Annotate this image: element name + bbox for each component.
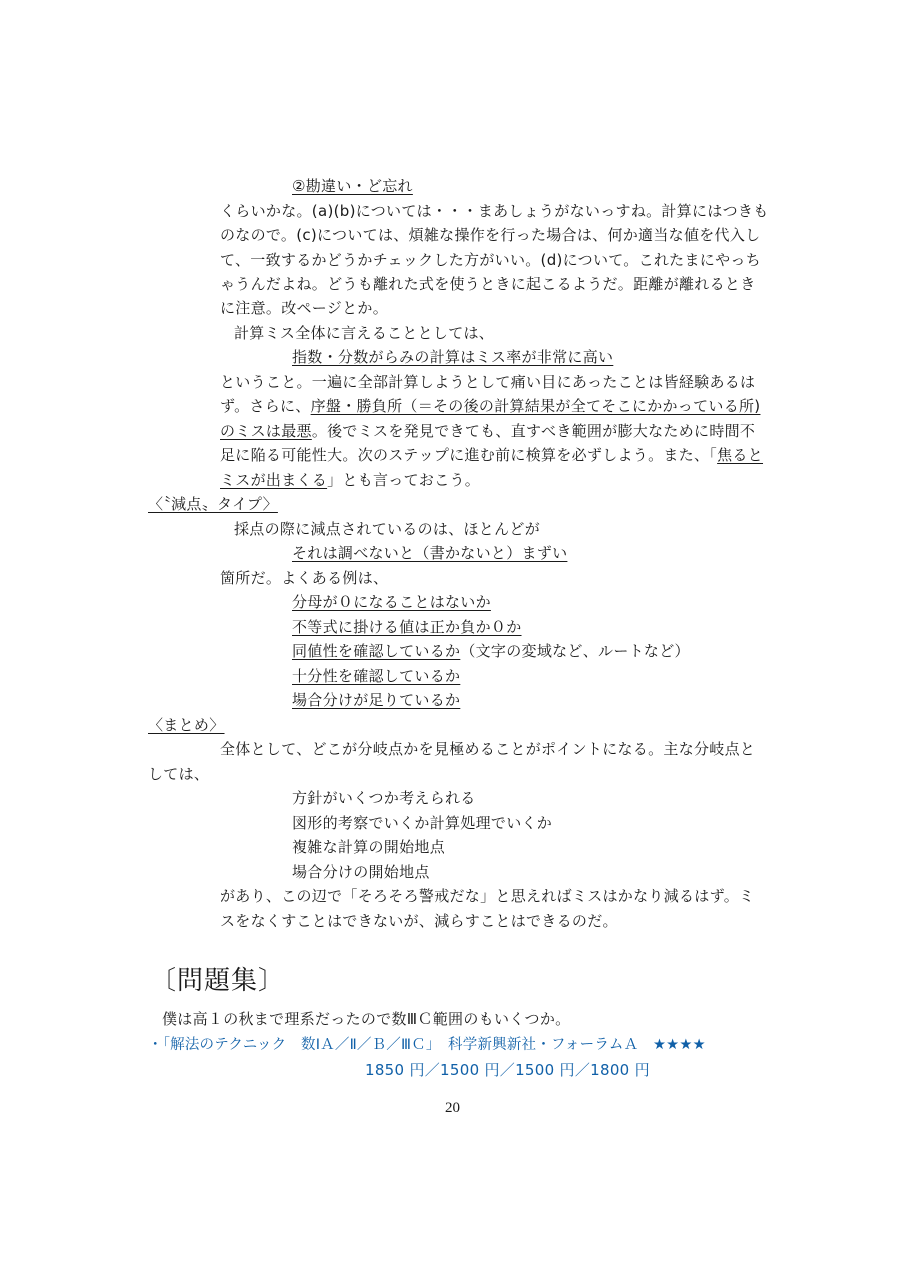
problems-heading: 〔問題集〕 [150,966,286,996]
example-item: 分母が０になることはないか [292,593,491,611]
paragraph-line [220,395,760,417]
branch-point-item: 図形的考察でいくか計算処理でいくか [292,814,553,832]
book-link-line[interactable]: ・「解法のテクニック 数ⅠＡ／Ⅱ／Ｂ／ⅢＣ」 科学新興新社・フォーラムＡ ★★★★ [148,1037,706,1053]
section-title-summary: 〈まとめ〉 [148,716,225,734]
key-point-underlined: 指数・分数がらみの計算はミス率が非常に高い [292,348,614,366]
branch-point-item: 複雑な計算の開始地点 [292,838,446,856]
book-prices: 1850 円／1500 円／1500 円／1800 円 [365,1061,650,1079]
text-run: 」とも言っておこう。 [327,471,481,489]
item-misread-heading: ②勘違い・ど忘れ [292,177,413,195]
intro-line: 採点の際に減点されているのは、ほとんどが [234,520,541,538]
example-note: （文字の変域など、ルートなど） [460,642,690,660]
paragraph-line: 全体として、どこが分岐点かを見極めることがポイントになる。主な分岐点と [220,740,756,758]
page-number: 20 [445,1100,460,1116]
paragraph-line [220,469,480,491]
underlined-run: ミスが出まくる [220,471,328,489]
branch-point-item: 方針がいくつか考えられる [292,789,476,807]
underlined-run: 序盤・勝負所（＝その後の計算結果が全てそこにかかっている所) [310,397,761,415]
text-run: 足に陥る可能性大。次のステップに進む前に検算を必ずしよう。また、「 [220,446,718,464]
paragraph-line: ということ。一遍に全部計算しようとして痛い目にあったことは皆経験あるは [220,373,756,391]
paragraph-line: スをなくすことはできないが、減らすことはできるのだ。 [220,912,618,930]
branch-point-item: 場合分けの開始地点 [292,863,430,881]
paragraph-line: しては、 [148,765,210,783]
example-item: 不等式に掛ける値は正か負か０か [292,618,522,636]
example-item: 十分性を確認しているか [292,667,461,685]
underlined-run: のミスは最悪 [220,422,312,440]
example-item: 場合分けが足りているか [292,691,461,709]
problems-intro: 僕は高１の秋まで理系だったので数ⅢＣ範囲のもいくつか。 [162,1010,571,1028]
section-title-deduction: 〈〝減点〟タイプ〉 [148,495,278,513]
paragraph-line: のなので。(c)については、煩雑な操作を行った場合は、何か適当な値を代入し [220,226,761,244]
paragraph-line: があり、この辺で「そろそろ警戒だな」と思えればミスはかなり減るはず。ミ [220,887,755,905]
paragraph-line: ゃうんだよね。どうも離れた式を使うときに起こるようだ。距離が離れるとき [220,275,756,293]
intro-line: 計算ミス全体に言えることとしては、 [234,324,495,342]
paragraph-line: くらいかな。(a)(b)については・・・まあしょうがないっすね。計算にはつきも [220,202,769,220]
paragraph-line: て、一致するかどうかチェックした方がいい。(d)について。これたまにやっち [220,251,761,269]
paragraph-line: に注意。改ページとか。 [220,299,389,317]
text-run: ず。さらに、 [220,397,311,415]
text-run: 。後でミスを発見できても、直すべき範囲が膨大なために時間不 [311,422,756,440]
example-item [292,640,690,662]
key-point-underlined: それは調べないと（書かないと）まずい [292,544,568,562]
lead-line: 箇所だ。よくある例は、 [220,569,389,587]
paragraph-line [220,420,755,442]
underlined-run: 同値性を確認しているか [292,642,461,660]
paragraph-line [220,444,763,466]
underlined-run: 焦ると [717,446,764,464]
